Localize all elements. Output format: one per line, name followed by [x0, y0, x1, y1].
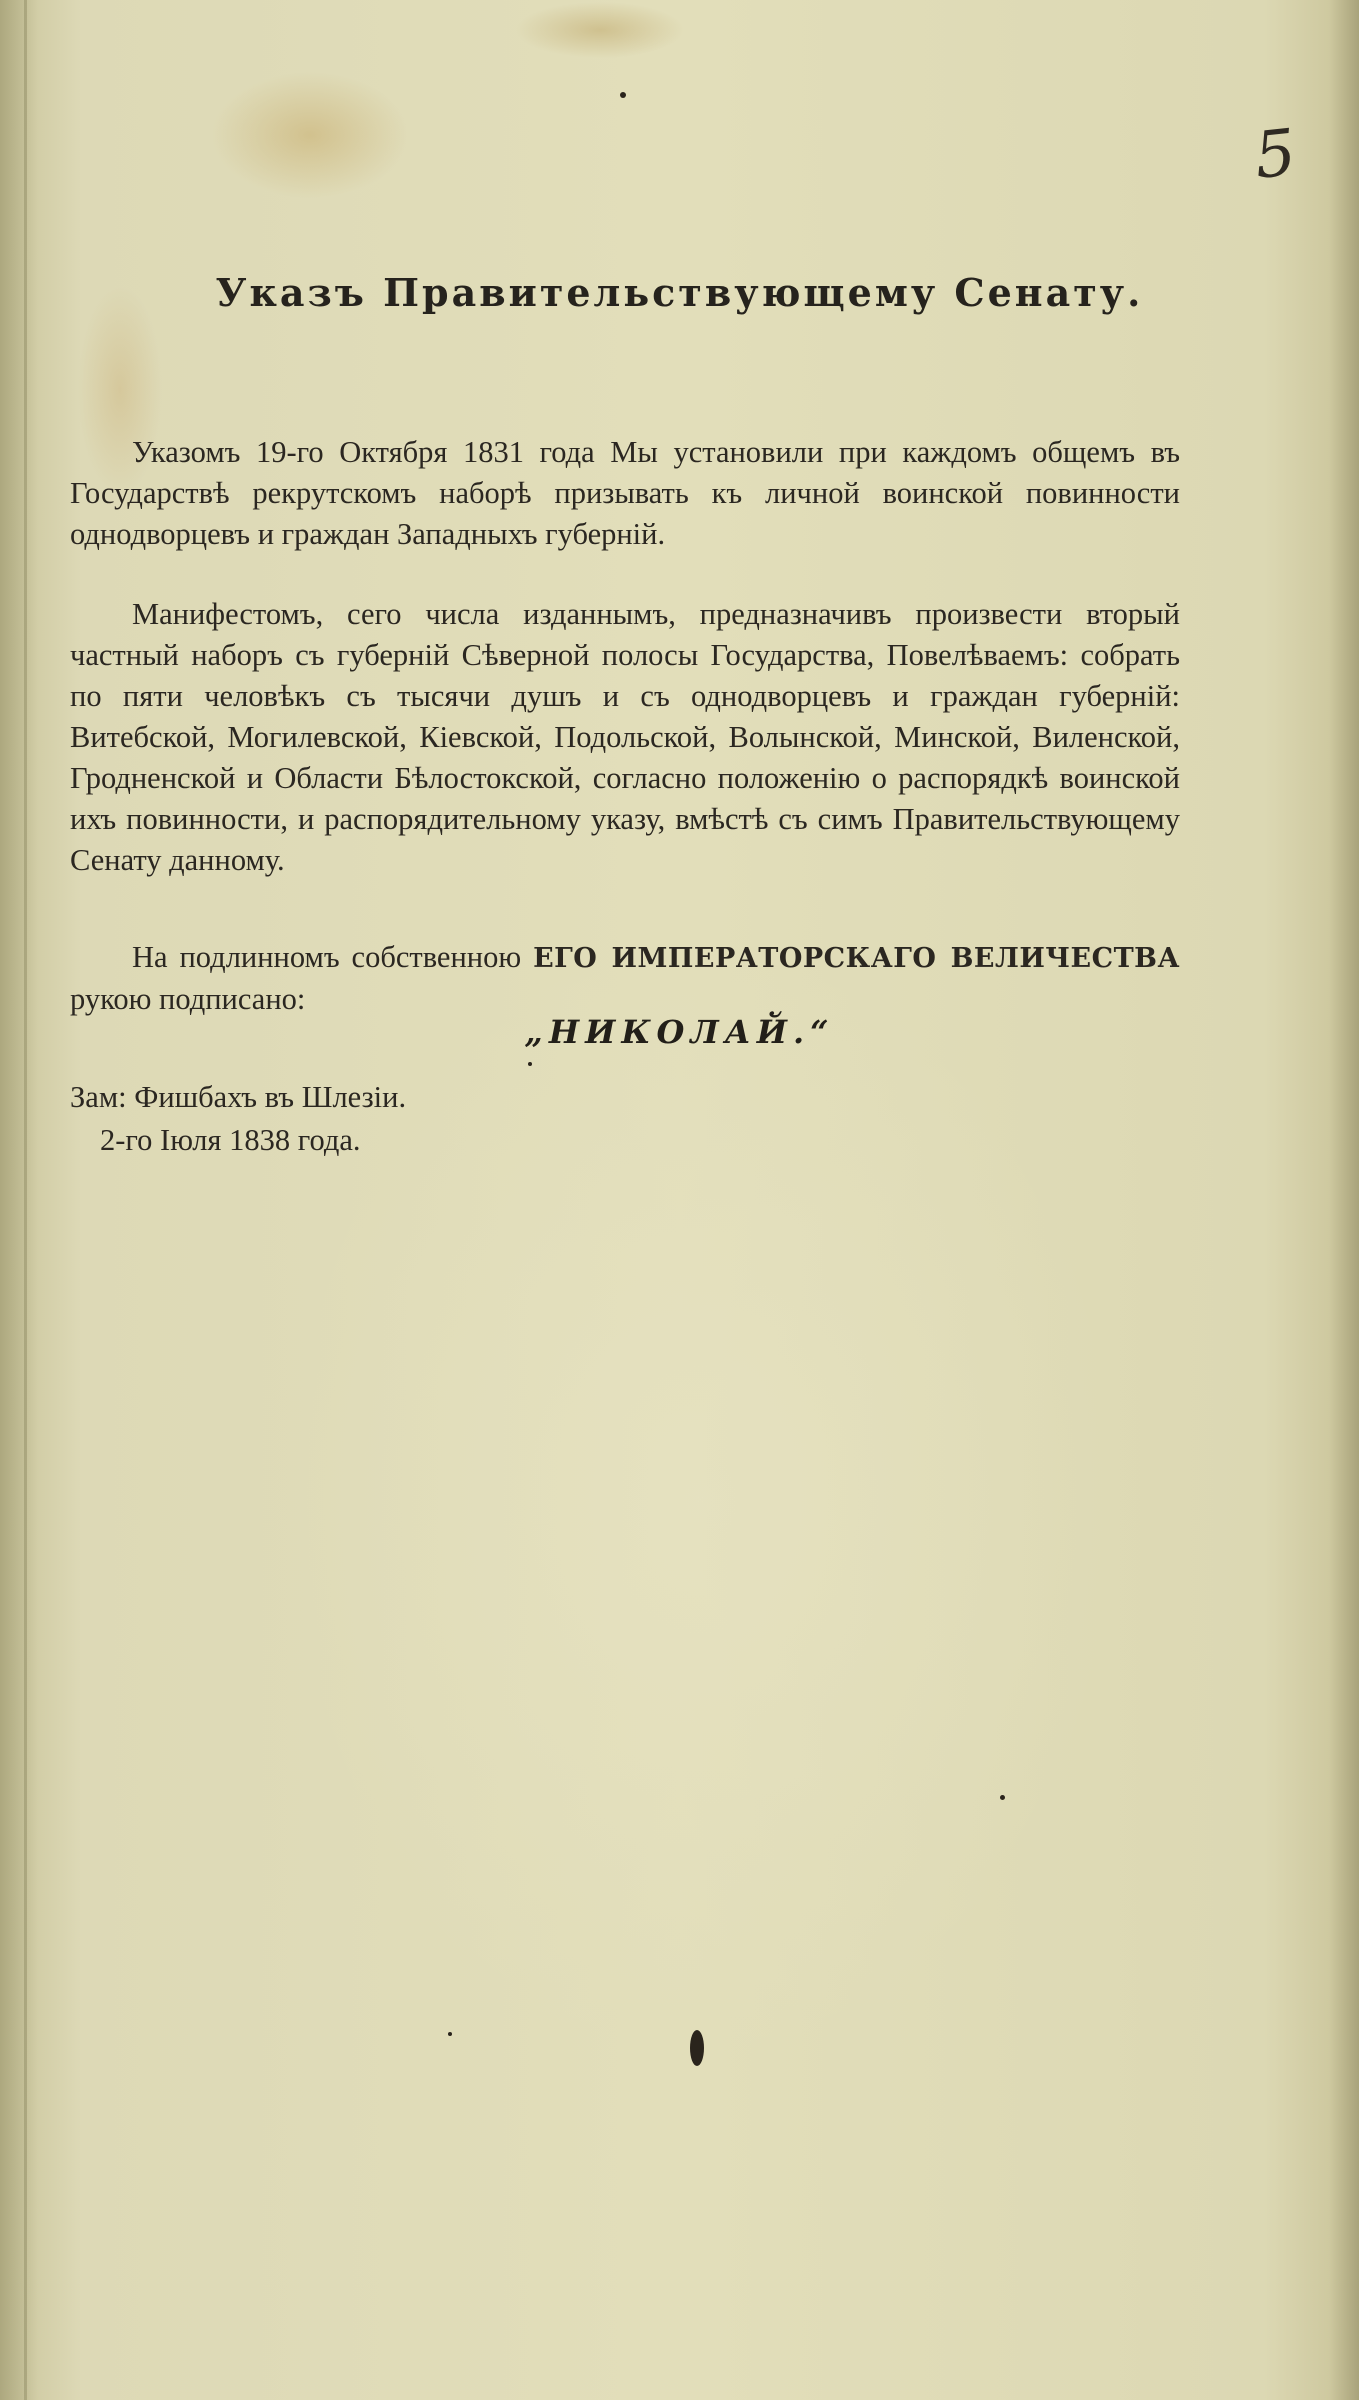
paragraph-1: Указомъ 19-го Октября 1831 года Мы установили при каждомъ общемъ въ Государствѣ рекрутскомъ наборѣ призывать къ личной воинской повинности однодворцевъ и граждан Западныхъ губерній. [70, 435, 1180, 551]
signed-note-before: На подлинномъ собственною [132, 940, 534, 974]
right-page-shadow [1329, 0, 1359, 2400]
ink-speck [1000, 1795, 1005, 1800]
signature: „НИКОЛАЙ.“ [524, 1013, 835, 1051]
paragraph-2: Манифестомъ, сего числа изданнымъ, предназначивъ произвести вторый частный наборъ съ губерній Сѣверной полосы Государства, Повелѣваемъ: собрать по пяти человѣкъ съ тысячи душъ и съ однодворцевъ и граждан губерній: Витебской, Могилевской, Кіевской, Подольской, Волынской, Минской, Виленской, Гродненской и Области Бѣлостокской, согласно положенію о распорядкѣ воинской ихъ повинности, и распорядительному указу, вмѣстѣ съ симъ Правительствующему Сенату данному. [70, 597, 1180, 877]
document-title: Указъ Правительствующему Сенату. [215, 270, 1144, 315]
ink-speck [620, 92, 626, 98]
signed-note-after: рукою подписано: [70, 982, 306, 1016]
page-number: 5 [1251, 116, 1300, 194]
ink-speck [448, 2032, 452, 2036]
date-line: 2-го Іюля 1838 года. [100, 1123, 361, 1157]
left-page-shadow [0, 0, 38, 2400]
left-crease [24, 0, 27, 2400]
ink-speck [528, 1062, 532, 1066]
ink-speck [690, 2030, 704, 2066]
signed-note-emphasis: ЕГО ИМПЕРАТОРСКАГО ВЕЛИЧЕСТВА [533, 943, 1180, 974]
place-line: Зам: Фишбахъ въ Шлезіи. [70, 1080, 407, 1114]
signed-note [70, 937, 1180, 1020]
